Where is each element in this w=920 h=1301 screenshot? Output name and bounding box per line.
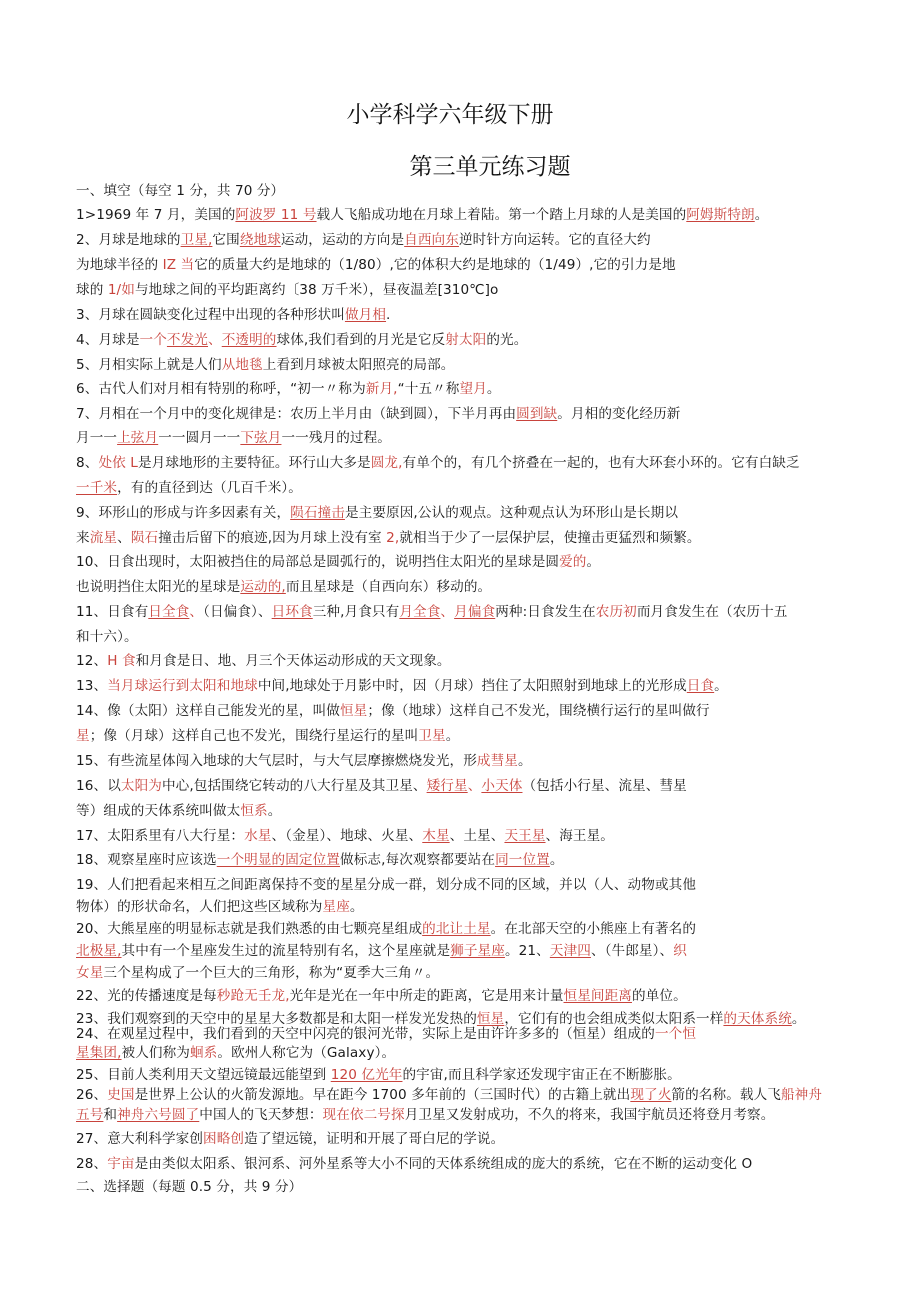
line-text: 的宇宙,而且科学家还发现宇宙正在不断膨胀。: [402, 1067, 681, 1083]
line-text: 是世界上公认的火箭发源地。早在距今 1700 多年前的（三国时代）的古籍上就出: [134, 1087, 631, 1103]
answer-text: 织: [673, 943, 687, 959]
answer-text: 圆到缺: [516, 406, 558, 422]
answer-text: 一个明显的固定位置: [216, 852, 340, 868]
line-text: 。: [445, 728, 460, 744]
line-text: 物体）的形状命名，人们把这些区域称为: [76, 899, 323, 915]
line-text: 是主要原因,公认的观点。这种观点认为环形山是长期以: [344, 505, 679, 521]
text-line: [76, 183, 284, 200]
answer-text: 的北让土星: [422, 921, 491, 937]
text-line: [76, 505, 678, 522]
line-text: 和: [103, 1107, 118, 1123]
answer-text: 阿姆斯特朗: [686, 207, 755, 223]
answer-text: 新月,: [365, 381, 398, 397]
answer-text: 的天体系统: [723, 1011, 792, 1027]
line-text: 。: [518, 753, 532, 769]
line-text: 就相当于少了一层保护层，使撞击更猛烈和频繁。: [399, 530, 701, 546]
line-text: 也说明挡住太阳光的星球是: [76, 579, 241, 595]
line-text: 26、: [76, 1087, 108, 1103]
answer-text: 恒星: [339, 703, 368, 719]
answer-text: 下弦月: [240, 430, 282, 446]
line-text: 中间,地球处于月影中时，因（月球）挡住了太阳照射到地球上的光形成: [257, 678, 687, 694]
answer-text: 阿波罗 11 号: [235, 207, 317, 223]
answer-text: 星座: [322, 899, 350, 915]
line-text: ，它们有的也会组成类似太阳系一样: [504, 1011, 724, 1027]
line-text: 17、太阳系里有八大行星：: [76, 828, 245, 844]
line-text: 上看到月球被太阳照亮的局部。: [262, 357, 455, 373]
line-text: 而且星球是（自西向东）移动的。: [285, 579, 492, 595]
answer-text: 五号: [76, 1107, 104, 1123]
line-text: 1>1969 年 7 月，美国的: [76, 207, 236, 223]
answer-text: 120 亿光年: [330, 1067, 403, 1083]
text-line: [76, 877, 696, 894]
text-line: [76, 1026, 696, 1043]
text-line: [76, 828, 614, 845]
text-line: [76, 207, 768, 224]
answer-text: 日全食: [148, 604, 190, 620]
line-text: 等）组成的天体系统叫做太: [76, 803, 241, 819]
line-text: 。: [791, 1011, 806, 1027]
line-text: （包括小行星、流星、彗星: [522, 778, 687, 794]
line-text: 。: [267, 803, 282, 819]
line-text: 球的: [76, 282, 108, 298]
line-text: 而月食发生在（农历十五: [636, 604, 788, 620]
line-text: 、海王星。: [545, 828, 614, 844]
answer-text: 陨石: [130, 530, 159, 546]
answer-text: H 食: [107, 653, 136, 669]
line-text: 和十六）。: [76, 629, 138, 645]
line-text: 25、目前人类利用天文望远镜最远能望到: [76, 1067, 331, 1083]
line-text: ；像（地球）这样自己不发光，围绕横行运行的星叫做行: [367, 703, 710, 719]
answer-text: 一个: [139, 332, 167, 348]
line-text: 。欧州人称它为（Galaxy）。: [217, 1045, 396, 1061]
line-text: 。: [349, 899, 364, 915]
line-text: 被人们称为: [121, 1045, 190, 1061]
line-text: ，有的直径到达（几百千米）。: [117, 480, 303, 496]
text-line: [76, 921, 696, 938]
answer-text: 当月球运行到太阳和地球: [107, 678, 258, 694]
answer-text: 爱的: [559, 554, 587, 570]
line-text: 。: [486, 381, 501, 397]
answer-text: 运动的,: [240, 579, 286, 595]
answer-text: 、: [189, 604, 204, 620]
text-line: [76, 257, 676, 274]
line-text: 是由类似太阳系、银河系、河外星系等大小不同的天体系统组成的庞大的系统，它在不断的运动变化 O: [134, 1156, 753, 1172]
page-title: 小学科学六年级下册: [346, 102, 554, 128]
answer-text: 1/如: [107, 282, 135, 298]
line-text: 光年是光在一年中所走的距离，它是用来计量: [289, 988, 564, 1004]
answer-text: 日环食: [271, 604, 313, 620]
line-text: 10、日食出现时，太阳被挡住的局部总是圆弧行的，说明挡住太阳光的星球是圆: [76, 554, 560, 570]
line-text: 28、: [76, 1156, 108, 1172]
line-text: 12、: [76, 653, 108, 669]
text-line: [76, 678, 728, 695]
answer-text: 水星: [244, 828, 272, 844]
line-text: 。在北部天空的小熊座上有著名的: [490, 921, 697, 937]
line-text: 6、古代人们对月相有特别的称呼，“初一〃称为: [76, 381, 366, 397]
line-text: 其中有一个星座发生过的流星特别有名，这个星座就是: [121, 943, 451, 959]
text-line: [76, 554, 600, 571]
answer-text: 日食: [686, 678, 715, 694]
text-line: [76, 852, 564, 869]
line-text: 14、像（太阳）这样自己能发光的星，叫做: [76, 703, 340, 719]
answer-text: 北极星,: [76, 943, 122, 959]
text-line: [76, 899, 364, 916]
text-line: [76, 1067, 681, 1084]
line-text: 15、有些流星体闯入地球的大气层时，与大气层摩擦燃烧发光，形: [76, 753, 477, 769]
line-text: 、（牛郎星）、: [590, 943, 674, 959]
answer-text: 蛔系: [189, 1045, 218, 1061]
line-text: 中心,包括围绕它转动的八大行星及其卫星、: [161, 778, 427, 794]
text-line: [76, 430, 391, 447]
answer-text: 上弦月: [117, 430, 159, 446]
line-text: 。月相的变化经历新: [557, 406, 681, 422]
line-text: ；像（月球）这样自己也不发光，围绕行星运行的星叫: [89, 728, 419, 744]
line-text: 和月食是日、地、月三个天体运动形成的天文现象。: [135, 653, 451, 669]
line-text: 。21、: [504, 943, 550, 959]
line-text: 5、月相实际上就是人们: [76, 357, 222, 373]
answer-text: 现在依二号探: [322, 1107, 405, 1123]
text-line: [76, 1179, 302, 1196]
text-line: [76, 282, 498, 299]
line-text: 。: [586, 554, 601, 570]
line-text: 月一一: [76, 430, 118, 446]
answer-text: 船神舟: [780, 1087, 823, 1103]
line-text: 三种,月食只有: [312, 604, 400, 620]
line-text: .: [386, 307, 391, 323]
answer-text: 困略创: [203, 1131, 245, 1147]
line-text: 与地球之间的平均距离约〔38 万千米），昼夜温差[310℃]o: [134, 282, 499, 298]
answer-text: 自西向东: [404, 232, 459, 248]
line-text: 、（金星）、地球、火星、: [271, 828, 423, 844]
line-text: 撞击后留下的痕迹,因为月球上没有室: [158, 530, 387, 546]
line-text: “十五〃称: [397, 381, 460, 397]
text-line: [76, 1131, 504, 1148]
answer-text: 做月相: [344, 307, 387, 323]
answer-text: 圆龙,: [370, 455, 403, 471]
text-line: [76, 1156, 752, 1173]
line-text: 一一圆月一一: [158, 430, 241, 446]
answer-text: 流星: [89, 530, 118, 546]
line-text: 。: [549, 852, 564, 868]
text-line: [76, 703, 710, 720]
line-text: 它的质量大约是地球的（1/80）,它的体积大约是地球的（1/49）,它的引力是地: [194, 257, 676, 273]
answer-text: 农历初: [595, 604, 637, 620]
text-line: [76, 1087, 822, 1104]
line-text: 2、月球是地球的: [76, 232, 181, 248]
line-text: 19、人们把看起来相互之间距离保持不变的星星分成一群，划分成不同的区域，并以（人、动物或其他: [76, 877, 697, 893]
answer-text: 卫星,: [180, 232, 213, 248]
text-line: [76, 232, 651, 249]
line-text: 11、日食有: [76, 604, 149, 620]
line-text: 做标志,每次观察都要站在: [340, 852, 496, 868]
answer-text: 射太阳: [445, 332, 487, 348]
text-line: [76, 381, 501, 398]
line-text: 3、月球在圆缺变化过程中出现的各种形状叫: [76, 307, 345, 323]
answer-text: 一千米: [76, 480, 118, 496]
answer-text: 不发光: [166, 332, 209, 348]
text-line: [76, 455, 800, 472]
line-text: 18、观察星座时应该选: [76, 852, 217, 868]
line-text: 的单位。: [631, 988, 687, 1004]
text-line: [76, 579, 491, 596]
line-text: 造了望远镜，证明和开展了哥白尼的学说。: [244, 1131, 505, 1147]
line-text: 4、月球是: [76, 332, 140, 348]
text-line: [76, 357, 455, 374]
line-text: 有单个的，有几个挤叠在一起的，也有大环套小环的。它有白缺乏: [402, 455, 800, 471]
answer-text: 秒跄无壬龙,: [216, 988, 290, 1004]
line-text: 来: [76, 530, 90, 546]
answer-text: 天津四: [549, 943, 591, 959]
answer-text: 星: [76, 728, 90, 744]
line-text: 一一残月的过程。: [281, 430, 392, 446]
line-text: 24、在观星过程中，我们看到的天空中闪亮的银河光带，实际上是由许许多多的（恒星）组成的: [76, 1026, 655, 1042]
text-line: [76, 1107, 774, 1124]
line-text: 、土星、: [449, 828, 505, 844]
line-text: 的光。: [486, 332, 528, 348]
line-text: 逆时针方向运转。它的直径大约: [458, 232, 651, 248]
text-line: [76, 1045, 395, 1062]
line-text: 中国人的飞天梦想：: [199, 1107, 323, 1123]
text-line: [76, 480, 302, 497]
answer-text: IZ 当: [162, 257, 195, 273]
answer-text: 木星: [422, 828, 450, 844]
answer-text: 小天体: [481, 778, 523, 794]
text-line: [76, 530, 701, 547]
line-text: 运动，运动的方向是: [280, 232, 405, 248]
text-line: [76, 653, 451, 670]
text-line: [76, 604, 788, 621]
line-text: 22、光的传播速度是每: [76, 988, 217, 1004]
text-line: [76, 965, 439, 982]
answer-text: 太阳为: [120, 778, 162, 794]
answer-text: 星集团,: [76, 1045, 122, 1061]
line-text: 20、大熊星座的明显标志就是我们熟悉的由七颗亮星组成: [76, 921, 423, 937]
answer-text: 神舟六号圆了: [117, 1107, 200, 1123]
answer-text: 、: [440, 604, 455, 620]
answer-text: 天王星: [504, 828, 546, 844]
line-text: 为地球半径的: [76, 257, 163, 273]
line-text: 27、意大利科学家创: [76, 1131, 204, 1147]
text-line: [76, 943, 687, 960]
line-text: 9、环形山的形成与许多因素有关，: [76, 505, 291, 521]
text-line: [76, 753, 532, 770]
answer-text: 望月: [459, 381, 487, 397]
text-line: [76, 406, 681, 423]
answer-text: 、: [208, 332, 222, 348]
answer-text: 同一位置: [495, 852, 550, 868]
answer-text: 、: [467, 778, 482, 794]
answer-text: 一个恒: [654, 1026, 697, 1042]
line-text: 月卫星又发射成功，不久的将来，我国宇航员还将登月考察。: [404, 1107, 775, 1123]
answer-text: 卫星: [418, 728, 446, 744]
answer-text: 矮行星: [426, 778, 468, 794]
answer-text: 2,: [386, 530, 400, 546]
line-text: 、: [117, 530, 131, 546]
line-text: 两种:日食发生在: [495, 604, 596, 620]
text-line: [76, 332, 527, 349]
answer-text: 不透明的: [221, 332, 277, 348]
answer-text: 狮子星座: [450, 943, 505, 959]
line-text: 球体,我们看到的月光是它反: [276, 332, 446, 348]
answer-text: 恒系: [240, 803, 268, 819]
line-text: 箭的名称。载人飞: [671, 1087, 781, 1103]
line-text: 8、: [76, 455, 99, 471]
line-text: （日偏食）、: [203, 604, 272, 620]
line-text: 三个星构成了一个巨大的三角形，称为“夏季大三角〃。: [103, 965, 440, 981]
line-text: 是月球地形的主要特征。环行山大多是: [137, 455, 371, 471]
answer-text: 处依 L: [98, 455, 138, 471]
text-line: [76, 307, 390, 324]
answer-text: 陨石撞击: [290, 505, 345, 521]
text-line: [76, 629, 138, 646]
answer-text: 女星: [76, 965, 104, 981]
line-text: 二、选择题（每题 0.5 分，共 9 分）: [76, 1179, 303, 1195]
answer-text: 史国: [107, 1087, 135, 1103]
answer-text: 恒星间距离: [563, 988, 632, 1004]
page-subtitle: 第三单元练习题: [409, 154, 571, 180]
line-text: 它围: [212, 232, 240, 248]
answer-text: 月全食: [399, 604, 441, 620]
answer-text: 宇亩: [107, 1156, 135, 1172]
line-text: 16、以: [76, 778, 121, 794]
line-text: 。: [754, 207, 769, 223]
text-line: [76, 778, 687, 795]
answer-text: 绕地球: [239, 232, 281, 248]
text-line: [76, 728, 459, 745]
line-text: 13、: [76, 678, 108, 694]
line-text: 23、我们观察到的天空中的星星大多数都是和太阳一样发光发热的: [76, 1011, 477, 1027]
answer-text: 恒星: [476, 1011, 505, 1027]
answer-text: 现了火: [630, 1087, 672, 1103]
line-text: 。: [714, 678, 728, 694]
answer-text: 月偏食: [454, 604, 496, 620]
line-text: 7、月相在一个月中的变化规律是：农历上半月由（缺到圆），下半月再由: [76, 406, 517, 422]
answer-text: 成彗星: [476, 753, 519, 769]
line-text: 载人飞船成功地在月球上着陆。第一个踏上月球的人是美国的: [316, 207, 687, 223]
text-line: [76, 803, 281, 820]
text-line: [76, 988, 687, 1005]
answer-text: 从地毯: [221, 357, 263, 373]
line-text: 一、填空（每空 1 分，共 70 分）: [76, 183, 285, 199]
